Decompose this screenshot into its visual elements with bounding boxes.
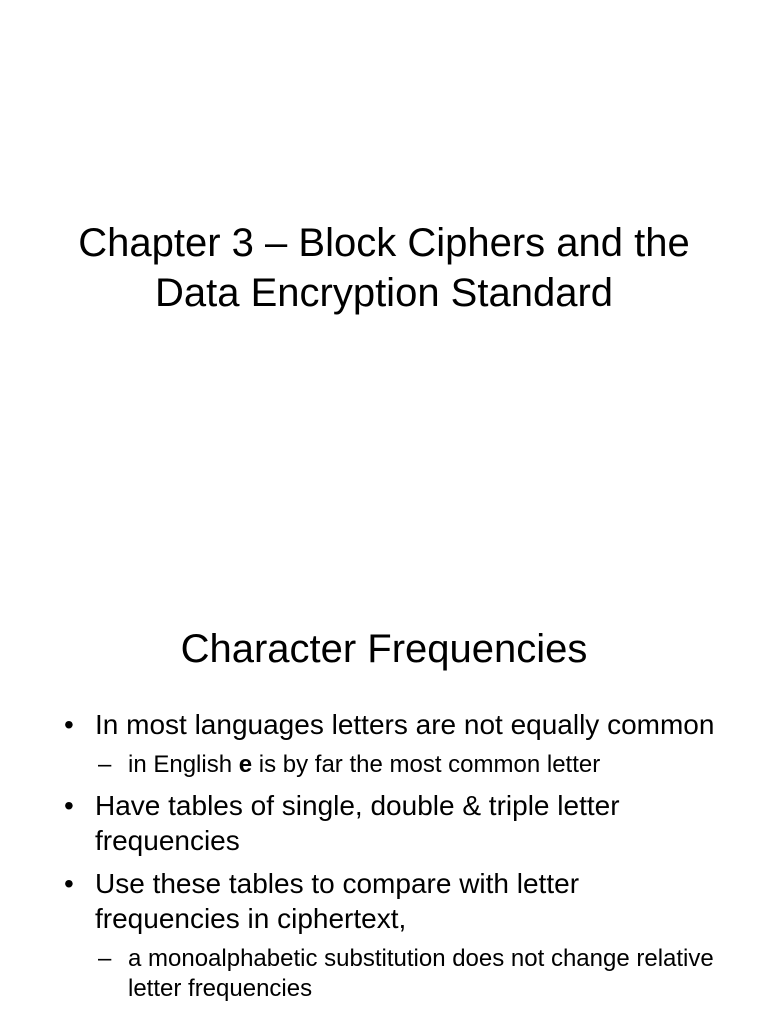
- bullet-dot: •: [64, 790, 74, 821]
- bullet-item: [0, 866, 768, 936]
- chapter-title: [0, 218, 768, 318]
- slide-title: Character Frequencies: [180, 627, 588, 671]
- bullet-text: Have tables of single, double & triple letter frequencies: [95, 790, 620, 856]
- chapter-title-line-2: Data Encryption Standard: [154, 271, 614, 315]
- sub-bullet-item: [0, 750, 768, 780]
- bullet-list: [0, 707, 768, 1012]
- sub-bullet-text-pre: in English: [128, 751, 239, 778]
- slide-character-frequencies: [0, 576, 768, 1024]
- bullet-dot: •: [64, 868, 74, 899]
- sub-bullet-dash: –: [98, 751, 112, 778]
- sub-bullet-item: [0, 944, 768, 1004]
- sub-bullet-dash: –: [98, 945, 112, 972]
- bullet-item: [0, 707, 768, 742]
- bullet-text: In most languages letters are not equally common: [95, 709, 715, 740]
- bullet-dot: •: [64, 709, 74, 740]
- chapter-title-line-1: Chapter 3 – Block Ciphers and the: [78, 221, 690, 265]
- bullet-item: [0, 788, 768, 858]
- sub-bullet-text-bold: e: [238, 751, 253, 778]
- sub-bullet-text-post: is by far the most common letter: [252, 751, 601, 778]
- sub-bullet-text: [128, 751, 600, 778]
- bullet-text: Use these tables to compare with letter frequencies in ciphertext,: [95, 868, 580, 934]
- sub-bullet-text: a monoalphabetic substitution does not change relative letter frequencies: [128, 945, 714, 1002]
